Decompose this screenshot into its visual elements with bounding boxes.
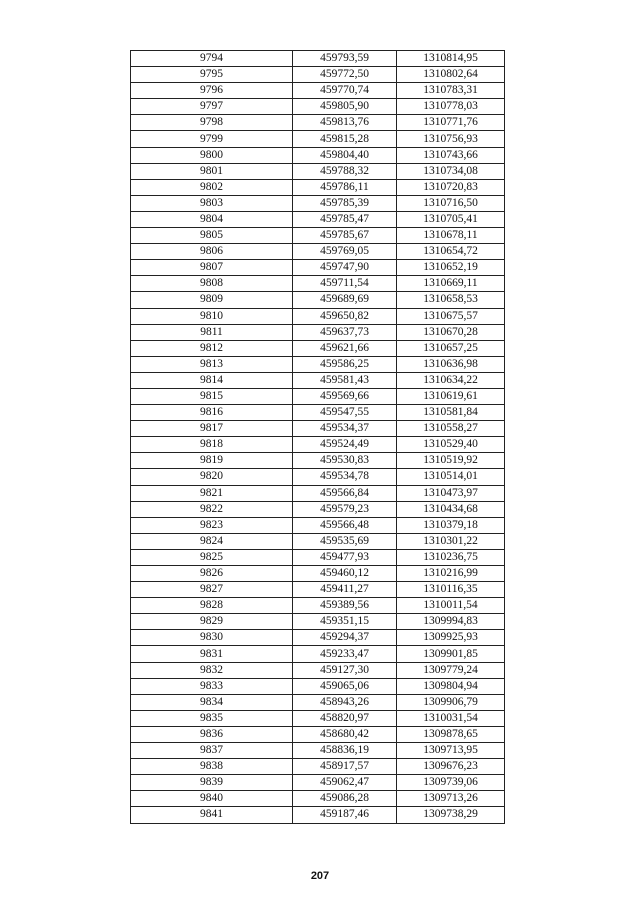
point-number-cell: 9797 bbox=[131, 99, 293, 115]
coordinates-table bbox=[130, 50, 505, 824]
table-row bbox=[131, 388, 505, 404]
table-row bbox=[131, 517, 505, 533]
x-coordinate-cell: 459547,55 bbox=[293, 405, 397, 421]
x-coordinate-cell: 459535,69 bbox=[293, 533, 397, 549]
point-number-cell: 9799 bbox=[131, 131, 293, 147]
table-row bbox=[131, 694, 505, 710]
x-coordinate-cell: 458680,42 bbox=[293, 726, 397, 742]
table-row bbox=[131, 324, 505, 340]
point-number-cell: 9837 bbox=[131, 743, 293, 759]
point-number-cell: 9800 bbox=[131, 147, 293, 163]
x-coordinate-cell: 459233,47 bbox=[293, 646, 397, 662]
x-coordinate-cell: 459187,46 bbox=[293, 807, 397, 823]
y-coordinate-cell: 1310734,08 bbox=[397, 163, 505, 179]
table-row bbox=[131, 453, 505, 469]
table-row bbox=[131, 437, 505, 453]
point-number-cell: 9838 bbox=[131, 759, 293, 775]
point-number-cell: 9825 bbox=[131, 549, 293, 565]
table-row bbox=[131, 662, 505, 678]
table-row bbox=[131, 163, 505, 179]
x-coordinate-cell: 459785,47 bbox=[293, 211, 397, 227]
y-coordinate-cell: 1310675,57 bbox=[397, 308, 505, 324]
x-coordinate-cell: 459062,47 bbox=[293, 775, 397, 791]
point-number-cell: 9840 bbox=[131, 791, 293, 807]
x-coordinate-cell: 459586,25 bbox=[293, 356, 397, 372]
x-coordinate-cell: 459804,40 bbox=[293, 147, 397, 163]
x-coordinate-cell: 459566,84 bbox=[293, 485, 397, 501]
point-number-cell: 9828 bbox=[131, 598, 293, 614]
x-coordinate-cell: 459524,49 bbox=[293, 437, 397, 453]
table-row bbox=[131, 340, 505, 356]
table-row bbox=[131, 485, 505, 501]
y-coordinate-cell: 1310756,93 bbox=[397, 131, 505, 147]
table-row bbox=[131, 115, 505, 131]
point-number-cell: 9839 bbox=[131, 775, 293, 791]
point-number-cell: 9808 bbox=[131, 276, 293, 292]
table-row bbox=[131, 678, 505, 694]
x-coordinate-cell: 459477,93 bbox=[293, 549, 397, 565]
point-number-cell: 9814 bbox=[131, 372, 293, 388]
point-number-cell: 9819 bbox=[131, 453, 293, 469]
table-row bbox=[131, 807, 505, 823]
point-number-cell: 9803 bbox=[131, 195, 293, 211]
table-row bbox=[131, 775, 505, 791]
point-number-cell: 9830 bbox=[131, 630, 293, 646]
y-coordinate-cell: 1310011,54 bbox=[397, 598, 505, 614]
x-coordinate-cell: 459689,69 bbox=[293, 292, 397, 308]
point-number-cell: 9809 bbox=[131, 292, 293, 308]
table-row bbox=[131, 582, 505, 598]
y-coordinate-cell: 1310558,27 bbox=[397, 421, 505, 437]
table-row bbox=[131, 630, 505, 646]
x-coordinate-cell: 459530,83 bbox=[293, 453, 397, 469]
y-coordinate-cell: 1310720,83 bbox=[397, 179, 505, 195]
table-row bbox=[131, 228, 505, 244]
point-number-cell: 9834 bbox=[131, 694, 293, 710]
x-coordinate-cell: 459534,37 bbox=[293, 421, 397, 437]
point-number-cell: 9817 bbox=[131, 421, 293, 437]
point-number-cell: 9795 bbox=[131, 67, 293, 83]
x-coordinate-cell: 459788,32 bbox=[293, 163, 397, 179]
y-coordinate-cell: 1310473,97 bbox=[397, 485, 505, 501]
table-row bbox=[131, 566, 505, 582]
point-number-cell: 9841 bbox=[131, 807, 293, 823]
x-coordinate-cell: 458820,97 bbox=[293, 710, 397, 726]
point-number-cell: 9833 bbox=[131, 678, 293, 694]
table-row bbox=[131, 147, 505, 163]
point-number-cell: 9832 bbox=[131, 662, 293, 678]
point-number-cell: 9807 bbox=[131, 260, 293, 276]
x-coordinate-cell: 459711,54 bbox=[293, 276, 397, 292]
x-coordinate-cell: 459793,59 bbox=[293, 51, 397, 67]
table-row bbox=[131, 549, 505, 565]
table-row bbox=[131, 292, 505, 308]
y-coordinate-cell: 1310652,19 bbox=[397, 260, 505, 276]
table-row bbox=[131, 710, 505, 726]
y-coordinate-cell: 1310116,35 bbox=[397, 582, 505, 598]
table-row bbox=[131, 244, 505, 260]
y-coordinate-cell: 1310216,99 bbox=[397, 566, 505, 582]
x-coordinate-cell: 459637,73 bbox=[293, 324, 397, 340]
table-row bbox=[131, 67, 505, 83]
table-row bbox=[131, 83, 505, 99]
point-number-cell: 9823 bbox=[131, 517, 293, 533]
point-number-cell: 9806 bbox=[131, 244, 293, 260]
x-coordinate-cell: 459772,50 bbox=[293, 67, 397, 83]
point-number-cell: 9829 bbox=[131, 614, 293, 630]
y-coordinate-cell: 1310783,31 bbox=[397, 83, 505, 99]
point-number-cell: 9798 bbox=[131, 115, 293, 131]
y-coordinate-cell: 1310669,11 bbox=[397, 276, 505, 292]
x-coordinate-cell: 459411,27 bbox=[293, 582, 397, 598]
y-coordinate-cell: 1310434,68 bbox=[397, 501, 505, 517]
y-coordinate-cell: 1309906,79 bbox=[397, 694, 505, 710]
point-number-cell: 9826 bbox=[131, 566, 293, 582]
y-coordinate-cell: 1310802,64 bbox=[397, 67, 505, 83]
y-coordinate-cell: 1310814,95 bbox=[397, 51, 505, 67]
point-number-cell: 9815 bbox=[131, 388, 293, 404]
point-number-cell: 9818 bbox=[131, 437, 293, 453]
x-coordinate-cell: 459786,11 bbox=[293, 179, 397, 195]
point-number-cell: 9796 bbox=[131, 83, 293, 99]
point-number-cell: 9820 bbox=[131, 469, 293, 485]
y-coordinate-cell: 1310301,22 bbox=[397, 533, 505, 549]
y-coordinate-cell: 1310519,92 bbox=[397, 453, 505, 469]
x-coordinate-cell: 458943,26 bbox=[293, 694, 397, 710]
table-row bbox=[131, 501, 505, 517]
y-coordinate-cell: 1309901,85 bbox=[397, 646, 505, 662]
table-row bbox=[131, 356, 505, 372]
x-coordinate-cell: 459460,12 bbox=[293, 566, 397, 582]
point-number-cell: 9794 bbox=[131, 51, 293, 67]
y-coordinate-cell: 1310657,25 bbox=[397, 340, 505, 356]
y-coordinate-cell: 1309804,94 bbox=[397, 678, 505, 694]
y-coordinate-cell: 1310581,84 bbox=[397, 405, 505, 421]
table-row bbox=[131, 372, 505, 388]
x-coordinate-cell: 459813,76 bbox=[293, 115, 397, 131]
y-coordinate-cell: 1309738,29 bbox=[397, 807, 505, 823]
y-coordinate-cell: 1309739,06 bbox=[397, 775, 505, 791]
point-number-cell: 9835 bbox=[131, 710, 293, 726]
x-coordinate-cell: 458917,57 bbox=[293, 759, 397, 775]
point-number-cell: 9812 bbox=[131, 340, 293, 356]
y-coordinate-cell: 1310379,18 bbox=[397, 517, 505, 533]
x-coordinate-cell: 459579,23 bbox=[293, 501, 397, 517]
point-number-cell: 9810 bbox=[131, 308, 293, 324]
y-coordinate-cell: 1310031,54 bbox=[397, 710, 505, 726]
table-row bbox=[131, 211, 505, 227]
y-coordinate-cell: 1310743,66 bbox=[397, 147, 505, 163]
point-number-cell: 9801 bbox=[131, 163, 293, 179]
y-coordinate-cell: 1309925,93 bbox=[397, 630, 505, 646]
table-row bbox=[131, 195, 505, 211]
table-row bbox=[131, 131, 505, 147]
table-row bbox=[131, 646, 505, 662]
table-row bbox=[131, 533, 505, 549]
x-coordinate-cell: 459127,30 bbox=[293, 662, 397, 678]
y-coordinate-cell: 1310670,28 bbox=[397, 324, 505, 340]
y-coordinate-cell: 1310634,22 bbox=[397, 372, 505, 388]
table-row bbox=[131, 726, 505, 742]
y-coordinate-cell: 1310514,01 bbox=[397, 469, 505, 485]
x-coordinate-cell: 458836,19 bbox=[293, 743, 397, 759]
y-coordinate-cell: 1310705,41 bbox=[397, 211, 505, 227]
table-row bbox=[131, 469, 505, 485]
table-row bbox=[131, 743, 505, 759]
y-coordinate-cell: 1310678,11 bbox=[397, 228, 505, 244]
point-number-cell: 9813 bbox=[131, 356, 293, 372]
y-coordinate-cell: 1309713,26 bbox=[397, 791, 505, 807]
y-coordinate-cell: 1309878,65 bbox=[397, 726, 505, 742]
table-row bbox=[131, 276, 505, 292]
table-row bbox=[131, 179, 505, 195]
y-coordinate-cell: 1310658,53 bbox=[397, 292, 505, 308]
point-number-cell: 9836 bbox=[131, 726, 293, 742]
point-number-cell: 9805 bbox=[131, 228, 293, 244]
x-coordinate-cell: 459747,90 bbox=[293, 260, 397, 276]
y-coordinate-cell: 1309994,83 bbox=[397, 614, 505, 630]
x-coordinate-cell: 459769,05 bbox=[293, 244, 397, 260]
x-coordinate-cell: 459534,78 bbox=[293, 469, 397, 485]
x-coordinate-cell: 459065,06 bbox=[293, 678, 397, 694]
point-number-cell: 9822 bbox=[131, 501, 293, 517]
y-coordinate-cell: 1310716,50 bbox=[397, 195, 505, 211]
point-number-cell: 9821 bbox=[131, 485, 293, 501]
x-coordinate-cell: 459294,37 bbox=[293, 630, 397, 646]
x-coordinate-cell: 459815,28 bbox=[293, 131, 397, 147]
table-row bbox=[131, 308, 505, 324]
table-row bbox=[131, 421, 505, 437]
y-coordinate-cell: 1309779,24 bbox=[397, 662, 505, 678]
table-row bbox=[131, 759, 505, 775]
y-coordinate-cell: 1310636,98 bbox=[397, 356, 505, 372]
x-coordinate-cell: 459785,67 bbox=[293, 228, 397, 244]
table-row bbox=[131, 405, 505, 421]
table-row bbox=[131, 614, 505, 630]
y-coordinate-cell: 1310236,75 bbox=[397, 549, 505, 565]
x-coordinate-cell: 459389,56 bbox=[293, 598, 397, 614]
y-coordinate-cell: 1310619,61 bbox=[397, 388, 505, 404]
y-coordinate-cell: 1309676,23 bbox=[397, 759, 505, 775]
page-number: 207 bbox=[310, 870, 330, 882]
x-coordinate-cell: 459785,39 bbox=[293, 195, 397, 211]
point-number-cell: 9811 bbox=[131, 324, 293, 340]
y-coordinate-cell: 1310529,40 bbox=[397, 437, 505, 453]
y-coordinate-cell: 1310778,03 bbox=[397, 99, 505, 115]
coordinates-table-body bbox=[131, 51, 505, 824]
x-coordinate-cell: 459805,90 bbox=[293, 99, 397, 115]
point-number-cell: 9831 bbox=[131, 646, 293, 662]
point-number-cell: 9827 bbox=[131, 582, 293, 598]
point-number-cell: 9824 bbox=[131, 533, 293, 549]
x-coordinate-cell: 459569,66 bbox=[293, 388, 397, 404]
x-coordinate-cell: 459621,66 bbox=[293, 340, 397, 356]
table-row bbox=[131, 99, 505, 115]
table-row bbox=[131, 791, 505, 807]
x-coordinate-cell: 459086,28 bbox=[293, 791, 397, 807]
y-coordinate-cell: 1310771,76 bbox=[397, 115, 505, 131]
x-coordinate-cell: 459581,43 bbox=[293, 372, 397, 388]
x-coordinate-cell: 459566,48 bbox=[293, 517, 397, 533]
point-number-cell: 9816 bbox=[131, 405, 293, 421]
point-number-cell: 9802 bbox=[131, 179, 293, 195]
table-row bbox=[131, 598, 505, 614]
y-coordinate-cell: 1309713,95 bbox=[397, 743, 505, 759]
x-coordinate-cell: 459650,82 bbox=[293, 308, 397, 324]
table-row bbox=[131, 51, 505, 67]
point-number-cell: 9804 bbox=[131, 211, 293, 227]
y-coordinate-cell: 1310654,72 bbox=[397, 244, 505, 260]
x-coordinate-cell: 459770,74 bbox=[293, 83, 397, 99]
table-row bbox=[131, 260, 505, 276]
x-coordinate-cell: 459351,15 bbox=[293, 614, 397, 630]
